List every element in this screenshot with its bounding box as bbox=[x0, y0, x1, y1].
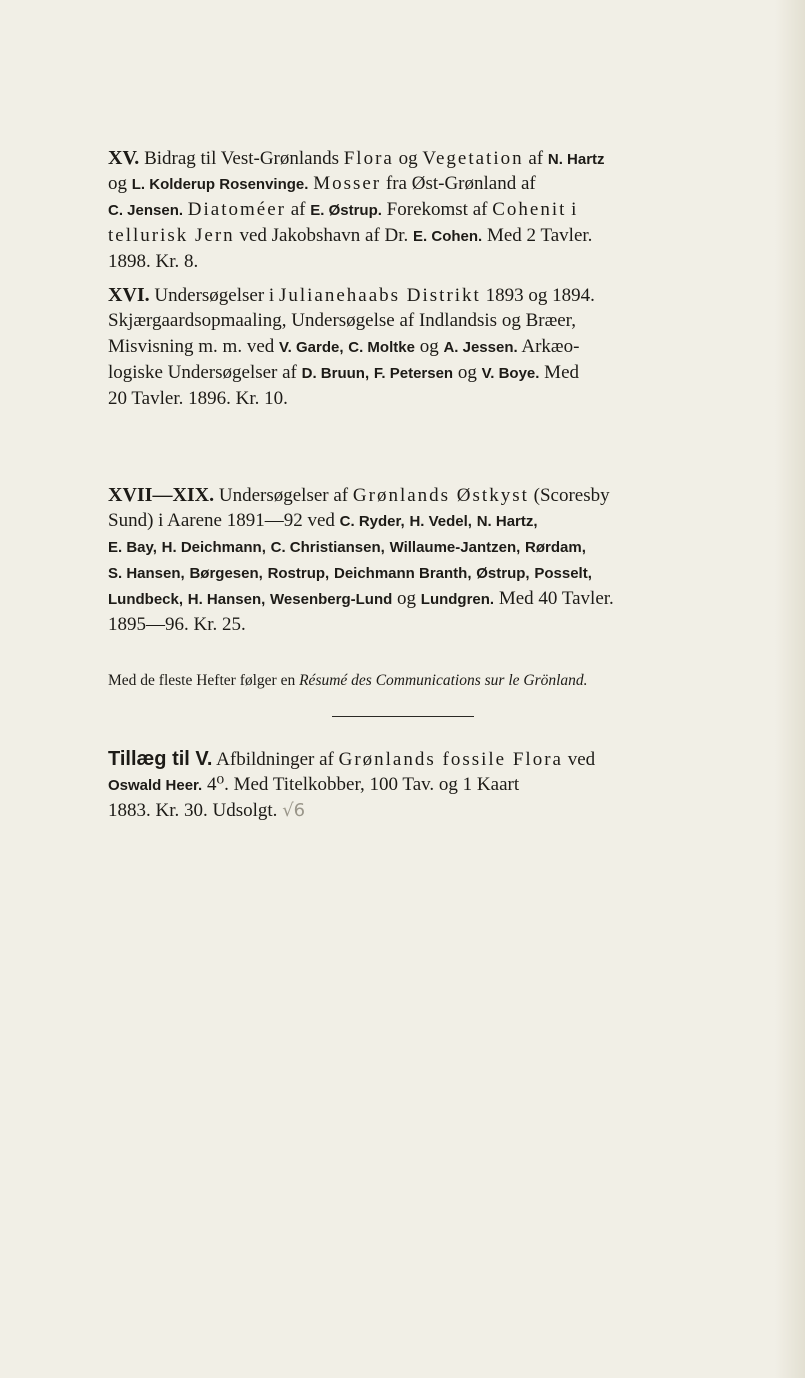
entry-line bbox=[108, 334, 763, 360]
author-name: H. Vedel, bbox=[409, 513, 472, 530]
author-name: A. Jessen. bbox=[443, 339, 518, 356]
author-name: V. Boye. bbox=[481, 365, 540, 382]
entry-line bbox=[108, 171, 763, 197]
author-name: H. Deichmann, bbox=[161, 539, 266, 556]
text: Sund) i Aarene 1891—92 ved bbox=[108, 510, 340, 531]
spaced-text: Cohenit bbox=[492, 199, 567, 220]
author-name: Rostrup, bbox=[267, 565, 330, 582]
spaced-text: Grønlands fossile Flora bbox=[338, 749, 563, 770]
text: Undersøgelser i bbox=[149, 285, 279, 306]
spaced-text: Mosser bbox=[313, 173, 382, 194]
text: 1883. Kr. 30. Udsolgt. bbox=[108, 800, 278, 821]
entry-line bbox=[108, 308, 763, 334]
text: og bbox=[414, 336, 444, 357]
entry-line bbox=[108, 282, 763, 308]
spaced-text: tellurisk Jern bbox=[108, 225, 235, 246]
note-italic-title: Résumé des Communications sur le Grönland. bbox=[299, 672, 588, 689]
author-name: E. Østrup. bbox=[310, 202, 382, 219]
author-name: Posselt, bbox=[534, 565, 592, 582]
text: Bidrag til Vest-Grønlands bbox=[139, 148, 344, 169]
text: Med 40 Tavler. bbox=[494, 588, 614, 609]
spaced-text: Grønlands Østkyst bbox=[352, 485, 529, 506]
text: af bbox=[523, 148, 548, 169]
page-edge bbox=[775, 0, 805, 1378]
author-name: Willaume-Jantzen, bbox=[389, 539, 521, 556]
text: 1895—96. Kr. 25. bbox=[108, 614, 246, 635]
entry-line bbox=[108, 197, 763, 223]
author-name: Rørdam, bbox=[525, 539, 586, 556]
entry-line bbox=[108, 508, 763, 534]
entry-line bbox=[108, 223, 763, 249]
entry-xvii-xix bbox=[108, 482, 763, 638]
author-name: Wesenberg-Lund bbox=[270, 591, 393, 608]
text: Med bbox=[539, 362, 579, 383]
entry-number: XVI. bbox=[108, 284, 150, 306]
entry-line bbox=[108, 386, 763, 412]
text: 20 Tavler. 1896. Kr. 10. bbox=[108, 388, 288, 409]
author-name: Oswald Heer. bbox=[108, 777, 203, 794]
author-name: C. Jensen. bbox=[108, 202, 184, 219]
text: i bbox=[566, 199, 577, 220]
author-name: E. Bay, bbox=[108, 539, 157, 556]
divider-rule bbox=[332, 716, 474, 717]
text: (Scoresby bbox=[528, 485, 610, 506]
text: fra Øst-Grønland af bbox=[381, 173, 536, 194]
text: af bbox=[285, 199, 311, 220]
text: Forekomst af bbox=[381, 199, 493, 220]
entry-line bbox=[108, 560, 763, 586]
author-name: H. Hansen, bbox=[187, 591, 266, 608]
entry-line bbox=[108, 534, 763, 560]
author-name: E. Cohen. bbox=[413, 228, 483, 245]
entry-number: XVII—XIX. bbox=[108, 484, 215, 506]
spaced-text: Vegetation bbox=[422, 148, 524, 169]
pencil-mark: √6 bbox=[282, 800, 306, 821]
author-name: Børgesen, bbox=[189, 565, 263, 582]
entry-line bbox=[108, 360, 763, 386]
text: Skjærgaardsopmaaling, Undersøgelse af Indlandsis og Bræer, bbox=[108, 310, 576, 331]
entry-xv bbox=[108, 145, 763, 275]
author-name: F. Petersen bbox=[373, 365, 454, 382]
author-name: N. Hartz bbox=[547, 151, 605, 168]
entry-line bbox=[108, 746, 763, 772]
text: ved Jakobshavn af Dr. bbox=[234, 225, 414, 246]
author-name: N. Hartz, bbox=[476, 513, 538, 530]
text: logiske Undersøgelser af bbox=[108, 362, 302, 383]
author-name: D. Bruun, bbox=[301, 365, 370, 382]
resume-note bbox=[108, 672, 588, 690]
text: og bbox=[453, 362, 482, 383]
entry-line bbox=[108, 482, 763, 508]
author-name: C. Ryder, bbox=[339, 513, 405, 530]
author-name: Lundbeck, bbox=[108, 591, 184, 608]
text: Med 2 Tavler. bbox=[482, 225, 593, 246]
text: Undersøgelser af bbox=[214, 485, 353, 506]
author-name: V. Garde, bbox=[279, 339, 344, 356]
text: og bbox=[108, 173, 132, 194]
entry-line bbox=[108, 249, 763, 275]
entry-line bbox=[108, 798, 763, 824]
author-name: Lundgren. bbox=[420, 591, 495, 608]
text: og bbox=[392, 588, 421, 609]
spaced-text: Julianehaabs Distrikt bbox=[278, 285, 481, 306]
author-name: Østrup, bbox=[476, 565, 530, 582]
note-text: Med de fleste Hefter følger en bbox=[108, 672, 300, 689]
author-name: L. Kolderup Rosenvinge. bbox=[131, 176, 309, 193]
supplement-heading: Tillæg til V. bbox=[108, 748, 213, 770]
author-name: Deichmann Branth, bbox=[333, 565, 472, 582]
text: 1898. Kr. 8. bbox=[108, 251, 199, 272]
entry-line bbox=[108, 612, 763, 638]
entry-line bbox=[108, 772, 763, 798]
entry-line bbox=[108, 586, 763, 612]
author-name: S. Hansen, bbox=[108, 565, 185, 582]
text: 4⁰. Med Titelkobber, 100 Tav. og 1 Kaart bbox=[202, 774, 520, 795]
spaced-text: Diatoméer bbox=[187, 199, 286, 220]
supplement-entry bbox=[108, 746, 763, 824]
entry-line bbox=[108, 145, 763, 171]
author-name: C. Christiansen, bbox=[270, 539, 385, 556]
text: Afbildninger af bbox=[212, 749, 339, 770]
entry-number: XV. bbox=[108, 147, 140, 169]
text: Arkæo- bbox=[517, 336, 580, 357]
text: Misvisning m. m. ved bbox=[108, 336, 280, 357]
text: 1893 og 1894. bbox=[480, 285, 595, 306]
text: og bbox=[393, 148, 423, 169]
text: ved bbox=[562, 749, 596, 770]
entry-xvi bbox=[108, 282, 763, 412]
spaced-text: Flora bbox=[343, 148, 394, 169]
author-name: C. Moltke bbox=[348, 339, 415, 356]
